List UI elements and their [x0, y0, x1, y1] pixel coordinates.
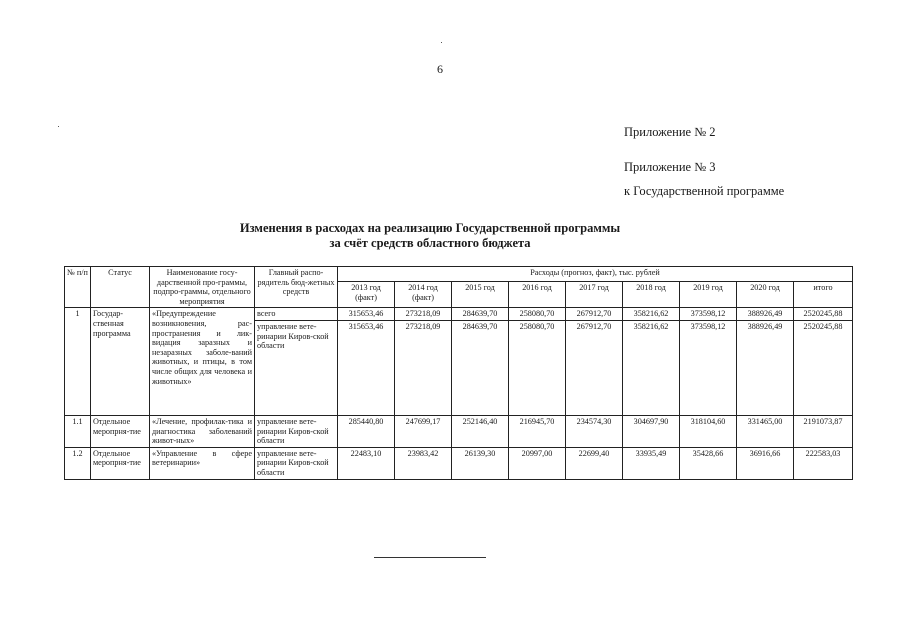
header-total: итого [794, 281, 853, 307]
value-cell: 284639,70 [452, 308, 509, 321]
value-cell: 258080,70 [509, 308, 566, 321]
value-cell: 284639,70 [452, 320, 509, 415]
value-cell: 315653,46 [338, 320, 395, 415]
value-cell: 304697,90 [623, 415, 680, 447]
header-status: Статус [91, 267, 150, 308]
value-cell: 23983,42 [395, 447, 452, 479]
value-cell: 388926,49 [737, 308, 794, 321]
value-cell: 22483,10 [338, 447, 395, 479]
row-name: «Лечение, профилак-тика и диагностика заболеваний живот-ных» [150, 415, 255, 447]
value-cell: 252146,40 [452, 415, 509, 447]
value-cell: 258080,70 [509, 320, 566, 415]
value-cell: 273218,09 [395, 320, 452, 415]
value-cell: 388926,49 [737, 320, 794, 415]
header-year: 2013 год (факт) [338, 281, 395, 307]
value-cell: 373598,12 [680, 308, 737, 321]
header-manager: Главный распо-рядитель бюд-жетных средств [255, 267, 338, 308]
value-cell: 373598,12 [680, 320, 737, 415]
row-name: «Управление в сфере ветеринарии» [150, 447, 255, 479]
value-cell: 331465,00 [737, 415, 794, 447]
value-cell: 273218,09 [395, 308, 452, 321]
document-title [150, 221, 710, 251]
expenses-table [64, 266, 853, 480]
appendix-line-3: к Государственной программе [624, 184, 785, 198]
header-year: 2017 год [566, 281, 623, 307]
scan-speck [441, 42, 442, 43]
row-manager: управление вете-ринарии Киров-ской области [255, 320, 338, 415]
value-cell: 33935,49 [623, 447, 680, 479]
title-line-1: Изменения в расходах на реализацию Государственной программы [239, 221, 621, 235]
row-status: Отдельное меропрня-тие [91, 447, 150, 479]
value-cell: 318104,60 [680, 415, 737, 447]
header-year: 2015 год [452, 281, 509, 307]
row-status: Отдельное меропрня-тие [91, 415, 150, 447]
total-cell: 2191073,87 [794, 415, 853, 447]
row-name: «Предупреждение возникновения, рас-пространения и лик-видация заразных и незаразных заболе-ваний животных, и птицы, в том числе общих для человека и животных» [150, 308, 255, 416]
value-cell: 267912,70 [566, 320, 623, 415]
value-cell: 358216,62 [623, 320, 680, 415]
total-cell: 222583,03 [794, 447, 853, 479]
header-expenses: Расходы (прогноз, факт), тыс. рублей [338, 267, 853, 282]
value-cell: 36916,66 [737, 447, 794, 479]
page-number: 6 [437, 62, 443, 76]
header-name: Наименование госу-дарственной про-граммы, подпро-граммы, отдельного мероприятия [150, 267, 255, 308]
table-row [65, 415, 853, 447]
table-row [65, 447, 853, 479]
header-num: № п/п [65, 267, 91, 308]
value-cell: 267912,70 [566, 308, 623, 321]
row-number: 1.2 [65, 447, 91, 479]
scan-speck [58, 126, 59, 127]
title-line-2: за счёт средств областного бюджета [329, 236, 531, 250]
row-status: Государ-ственная программа [91, 308, 150, 416]
row-manager: управление вете-ринарии Киров-ской области [255, 447, 338, 479]
header-year: 2014 год (факт) [395, 281, 452, 307]
value-cell: 358216,62 [623, 308, 680, 321]
total-cell: 2520245,88 [794, 308, 853, 321]
row-number: 1 [65, 308, 91, 416]
total-cell: 2520245,88 [794, 320, 853, 415]
value-cell: 20997,00 [509, 447, 566, 479]
footer-rule [374, 557, 486, 558]
value-cell: 234574,30 [566, 415, 623, 447]
value-cell: 22699,40 [566, 447, 623, 479]
row-manager: управление вете-ринарии Киров-ской области [255, 415, 338, 447]
row-manager: всего [255, 308, 338, 321]
value-cell: 285440,80 [338, 415, 395, 447]
value-cell: 315653,46 [338, 308, 395, 321]
row-number: 1.1 [65, 415, 91, 447]
value-cell: 26139,30 [452, 447, 509, 479]
value-cell: 216945,70 [509, 415, 566, 447]
value-cell: 247699,17 [395, 415, 452, 447]
appendix-line-2: Приложение № 3 [624, 160, 716, 174]
appendix-line-1: Приложение № 2 [624, 125, 716, 139]
header-year: 2016 год [509, 281, 566, 307]
header-year: 2020 год [737, 281, 794, 307]
value-cell: 35428,66 [680, 447, 737, 479]
table-row [65, 308, 853, 321]
header-year: 2019 год [680, 281, 737, 307]
header-year: 2018 год [623, 281, 680, 307]
header-row-1 [65, 267, 853, 282]
